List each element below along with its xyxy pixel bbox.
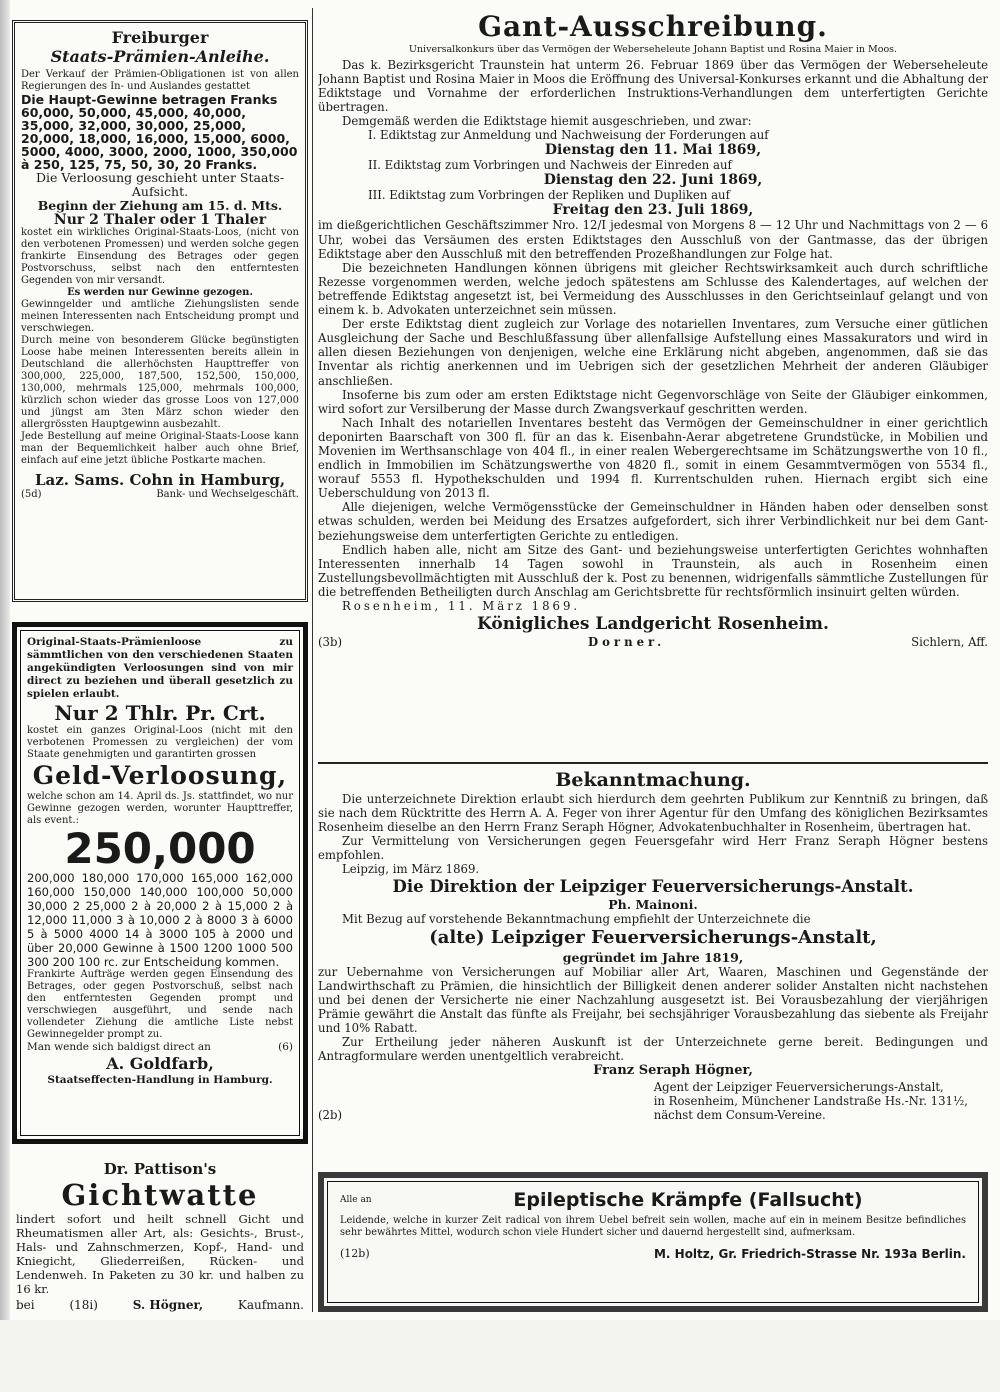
notice-place-date: Rosenheim, 11. März 1869.	[342, 599, 581, 613]
ad-headline: Gichtwatte	[61, 1178, 259, 1212]
notice-place-date: Leipzig, im März 1869.	[342, 862, 480, 877]
notice-code: (2b)	[318, 1108, 343, 1123]
ad-footer	[27, 1041, 293, 1054]
gant-notice	[318, 10, 988, 750]
edikt-line: I. Ediktstag zur Anmeldung und Nachweisung der Forderungen auf	[368, 128, 769, 143]
ad-text: Es werden nur Gewinne gezogen.	[67, 287, 253, 298]
notice-paragraph: Zur Ertheilung jeder näheren Auskunft ist der Unterzeichnete gerne bereit. Bedingungen und Antragformulare werden unentgeltlich verabreicht.	[318, 1035, 988, 1064]
notice-paragraph: Das k. Bezirksgericht Traunstein hat unterm 26. Februar 1869 über das Vermögen der Weberseheleute Johann Baptist und Rosina Maier in Moos die Eröffnung des Universal-Konkurses erkannt und die Abhaltung der Ediktstage und Vornahme der erforderlichen Instruktions-Verhandlungen dem unterfertigten Gerichte übertragen.	[318, 58, 988, 115]
top-prize: 250,000	[64, 824, 256, 873]
prize-list: Die Haupt-Gewinne betragen Franks 60,000, 50,000, 45,000, 40,000, 35,000, 32,000, 30,000, 25,000, 20,000, 18,000, 16,000, 15,000, 6000, 5000, 4000, 3000, 2000, 1000, 350,000 à 250, 125, 75, 50, 30, 20 Franks.	[21, 92, 298, 172]
ad-text: bei	[16, 1298, 35, 1312]
ad-headline: Geld-Verloosung,	[32, 761, 288, 790]
ad-text: welche schon am 14. April ds. Js. stattfindet, wo nur Gewinne gezogen werden, worunter Haupttreffer, als event.:	[27, 791, 293, 826]
notice-title: Bekanntmachung.	[555, 769, 751, 791]
goldfarb-lottery-ad	[12, 622, 308, 1144]
ad-text: Alle an	[340, 1195, 372, 1205]
signer-name: Dorner.	[588, 635, 666, 650]
prize-list: 200,000 180,000 170,000 165,000 162,000 160,000 150,000 140,000 100,000 50,000 30,000 2 25,000 2 à 20,000 2 à 15,000 2 à 12,000 11,000 3 à 10,000 2 à 8000 3 à 6000 5 à 5000 4000 14 à 3000 105 à 2000 und über 20,000 Gewinne à 1500 1200 1000 500 300 200 100 rc. zur Entscheidung kommen.	[27, 871, 293, 969]
notice-paragraph: Insoferne bis zum oder am ersten Ediktstage nicht Gegenvorschläge von Seite der Gläubiger einkommen, wird sofort zur Versilberung der Masse durch Zwangsverkauf geschritten werden.	[318, 387, 988, 416]
ad-footer	[21, 489, 299, 501]
ad-text: lindert sofort und heilt schnell Gicht und Rheumatismen aller Art, als: Gesichts-, Brust-, Hals- und Zahnschmerzen, Kopf-, Hand- und Kniegicht, Gliederreißen, Rücken- und Lendenweh. In Paketen zu 30 kr. und halben zu 16 kr.	[16, 1212, 304, 1296]
ad-header	[340, 1188, 966, 1212]
notice-code: (3b)	[318, 635, 343, 650]
notice-paragraph: zur Uebernahme von Versicherungen auf Mobiliar aller Art, Waaren, Maschinen und Gegenstände der Landwirthschaft zu Prämien, die hinsichtlich der Billigkeit denen anderer solider Anstalten nicht nachstehen und bei denen der Versicherte nie einer Nachzahlung ausgesetzt ist. Bei Vorausbezahlung der vierjährigen Prämie gewährt die Anstalt das fünfte als Freijahr, bei sechsjähriger Vorausbezahlung das siebente als Freijahr und 10% Rabatt.	[318, 964, 988, 1036]
agent-line: Agent der Leipziger Feuerversicherungs-Anstalt,	[653, 1080, 944, 1095]
agent-line: nächst dem Consum-Vereine.	[653, 1108, 826, 1123]
edikt-line: II. Ediktstag zum Vorbringen und Nachweis der Einreden auf	[368, 158, 732, 173]
ad-code: (18i)	[69, 1298, 98, 1312]
notice-paragraph: im dießgerichtlichen Geschäftszimmer Nro. 12/I jedesmal von Morgens 8 — 12 Uhr und Nachmittags von 2 — 6 Uhr, wobei das Versäumen des ersten Ediktstages den Ausschluß von der Gantmasse, das der übrigen Ediktstage aber den Ausschluß mit den betreffenden Prozeßhandlungen zur Folge hat.	[318, 218, 988, 261]
assessor-name: Sichlern, Aff.	[911, 635, 988, 650]
price-line: Nur 2 Thaler oder 1 Thaler	[53, 212, 267, 228]
newspaper-page	[12, 8, 988, 1312]
advertiser-name: M. Holtz, Gr. Friedrich-Strasse Nr. 193a Berlin.	[653, 1247, 966, 1261]
edikt-date: Dienstag den 11. Mai 1869,	[544, 142, 762, 159]
ad-text: Die Verloosung geschieht unter Staats-Aufsicht.	[35, 170, 285, 199]
gichtwatte-ad	[12, 1156, 308, 1316]
right-column	[318, 8, 988, 1312]
ad-text: Original-Staats-Prämienloose zu sämmtlichen von den verschiedenen Staaten angekündigten Verloosungen sind von mir direct zu beziehen und überall gesetzlich zu spielen erlaubt.	[27, 636, 293, 700]
ad-headline: Epileptische Krämpfe (Fallsucht)	[513, 1189, 863, 1211]
advertiser-firm: Bank- und Wechselgeschäft.	[156, 489, 299, 500]
advertiser-name: Laz. Sams. Cohn in Hamburg,	[34, 471, 286, 489]
notice-signature-row	[318, 635, 988, 650]
ad-text: Durch meine von besonderem Glücke begünstigten Loose habe meinen Interessenten bereits allein in Deutschland die allerhöchsten Haupttreffer von 300,000, 225,000, 187,500, 152,500, 150,000, 130,000, mehrmals 125,000, mehrmals 100,000, kürzlich schon wieder das grosse Loos von 127,000 und jüngst am 3ten März schon wieder den allergrössten Hauptgewinn ausbezahlt.	[21, 335, 299, 430]
notice-paragraph: Mit Bezug auf vorstehende Bekanntmachung empfiehlt der Unterzeichnete die	[342, 911, 811, 926]
ad-text: Beginn der Ziehung am 15. d. Mts.	[37, 198, 283, 213]
ad-code: (5d)	[21, 489, 42, 500]
advertiser-name: S. Högner,	[132, 1298, 204, 1312]
ad-text: Man wende sich baldigst direct an	[27, 1041, 211, 1053]
notice-paragraph: Alle diejenigen, welche Vermögensstücke der Gemeinschuldner in Händen haben oder denselben sonst etwas schulden, werden bei Meidung des Ersatzes aufgefordert, sich ihrer Verbindlichkeit nur bei dem Gant- beziehungsweise dem unterfertigten Gerichte zu entledigen.	[318, 500, 988, 543]
ad-title: Dr. Pattison's	[103, 1160, 217, 1178]
founded-line: gegründet im Jahre 1819,	[562, 949, 744, 965]
agent-signature	[318, 1080, 988, 1122]
ad-text: Gewinngelder und amtliche Ziehungslisten sende meinen Interessenten nach Entscheidung prompt und verschwiegen.	[21, 299, 299, 334]
notice-paragraph: Zur Vermittelung von Versicherungen gegen Feuersgefahr wird Herr Franz Seraph Högner bestens empfohlen.	[318, 834, 988, 863]
court-name: Königliches Landgericht Rosenheim.	[477, 614, 829, 635]
ad-text: Frankirte Aufträge werden gegen Einsendung des Betrages, oder gegen Postvorschuß, selbst nach den entferntesten Gegenden prompt und verschwiegen ausgeführt, und sende nach vollendeter Ziehung die amtliche Liste nebst Gewinnegelder prompt zu.	[27, 969, 293, 1040]
notice-paragraph: Demgemäß werden die Ediktstage hiemit ausgeschrieben, und zwar:	[342, 114, 752, 129]
advertiser-firm: Kaufmann.	[237, 1298, 304, 1312]
notice-title: Gant-Ausschreibung.	[478, 10, 828, 43]
ad-text: Jede Bestellung auf meine Original-Staats-Loose kann man der Bequemlichkeit halber auch ohne Brief, einfach auf eine jetzt übliche Postkarte machen.	[21, 431, 299, 466]
notice-paragraph: Endlich haben alle, nicht am Sitze des Gant- und beziehungsweise unterfertigten Gerichtes wohnhaften Interessenten innerhalb 14 Tagen sowohl in Traunstein, als auch in Rosenheim einen Zustellungsbevollmächtigten mit Ausschluß der k. Post zu benennen, widrigenfalls sämmtliche Zustellungen für die betreffenden Betheiligten durch Anschlag am Gerichtsbrette für rechtsförmlich insinuirt gelten würden.	[318, 542, 988, 599]
bekanntmachung-notice	[318, 758, 988, 1164]
company-name: (alte) Leipziger Feuerversicherungs-Anstalt,	[429, 926, 877, 948]
ad-title: Freiburger	[111, 28, 209, 47]
directorate-name: Die Direktion der Leipziger Feuerversicherungs-Anstalt.	[392, 876, 914, 896]
epilepsy-ad	[318, 1172, 988, 1312]
advertiser-name: A. Goldfarb,	[106, 1054, 214, 1073]
column-divider	[312, 8, 313, 1312]
ad-text: Leidende, welche in kurzer Zeit radical von ihrem Uebel befreit sein wollen, mache auf ein in meinem Besitze befindliches sehr bewährtes Mittel, wodurch schon viele Hundert sicher und dauernd hergestellt sind, aufmerksam.	[340, 1215, 966, 1238]
ad-text: kostet ein ganzes Original-Loos (nicht mit den verbotenen Promessen zu vergleichen) der vom Staate genehmigten und garantirten grossen	[27, 725, 293, 760]
notice-paragraph: Die unterzeichnete Direktion erlaubt sich hierdurch dem geehrten Publikum zur Kenntniß zu bringen, daß sie nach dem Rücktritte des Herrn A. A. Feger von ihrer Agentur für den Umfang des königlichen Bezirksamtes Rosenheim dieselbe an den Herrn Franz Seraph Högner, Advokatenbuchhalter in Rosenheim, übertragen hat.	[318, 792, 988, 835]
agent-line: in Rosenheim, Münchener Landstraße Hs.-Nr. 131½,	[653, 1094, 968, 1109]
ad-code: (12b)	[340, 1247, 370, 1260]
ad-footer	[16, 1298, 304, 1312]
notice-subtitle: Universalkonkurs über das Vermögen der Weberseheleute Johann Baptist und Rosina Maier in Moos.	[408, 44, 898, 55]
price-line: Nur 2 Thlr. Pr. Crt.	[54, 701, 266, 725]
ad-footer	[340, 1247, 966, 1261]
ad-text: kostet ein wirkliches Original-Staats-Loos, (nicht von den verbotenen Promessen) und werden solche gegen frankirte Einsendung des Betrages oder gegen Postvorschuss, selbst nach den entferntesten Gegenden von mir versandt.	[21, 227, 299, 286]
notice-paragraph: Der erste Ediktstag dient zugleich zur Vorlage des notariellen Inventares, zum Versuche einer gütlichen Ausgleichung der Sache und Beschlußfassung über allenfallsige Aufstellung eines Massakurators und wird in allen diesen Beziehungen von denjenigen, welche eine Erklärung nicht abgeben, angenommen, daß sie das Inventar als richtig anerkennen und im Uebrigen sich der gesetzlichen Mehrheit der anderen Gläubiger anschließen.	[318, 317, 988, 388]
edikt-date: Freitag den 23. Juli 1869,	[552, 202, 754, 219]
edikt-line: III. Ediktstag zum Vorbringen der Repliken und Dupliken auf	[368, 188, 730, 203]
agent-name: Franz Seraph Högner,	[593, 1063, 753, 1079]
advertiser-firm: Staatseffecten-Handlung in Hamburg.	[47, 1074, 273, 1086]
ad-code: (6)	[278, 1041, 293, 1053]
freiburger-lottery-ad	[12, 20, 308, 602]
ad-text: Der Verkauf der Prämien-Obligationen ist von allen Regierungen des In- und Auslandes gestattet	[21, 69, 299, 92]
notice-paragraph: Nach Inhalt des notariellen Inventares besteht das Vermögen der Gemeinschuldner in einer gerichtlich deponirten Baarschaft von 300 fl. für an das k. Eisenbahn-Aerar abgetretene Grundstücke, in Mobilien und Movenien im Werthsanschlage von 404 fl., in einer realen Webergerechtsame im Schätzungswerthe von 10 fl., endlich in Immobilien im Schätzungswerthe von 4820 fl., somit in einem Gesammtvermögen von 5534 fl., worauf 5553 fl. Hypothekschulden und 1994 fl. Kurrentschulden ruhen. Hiernach ergibt sich eine Ueberschuldung von 2013 fl.	[318, 415, 988, 501]
page-bottom-margin	[0, 1320, 1000, 1392]
section-rule	[318, 762, 988, 764]
agent-address	[654, 1080, 988, 1122]
notice-paragraph: Die bezeichneten Handlungen können übrigens mit gleicher Rechtswirksamkeit auch durch schriftliche Rezesse vorgenommen werden, welche jedoch spätestens am Schlusse des Kalendertages, auf welchen der betreffende Ediktstag angesetzt ist, bei Vermeidung des Ausschlusses in den Gerichtseinlauf gelangt und von einem k. b. Advokaten unterzeichnet sein müssen.	[318, 260, 988, 318]
left-column	[12, 8, 308, 1312]
edikt-date: Dienstag den 22. Juni 1869,	[543, 172, 763, 189]
ad-subtitle: Staats-Prämien-Anleihe.	[50, 47, 270, 66]
signer-name: Ph. Mainoni.	[608, 896, 698, 912]
page-edge	[0, 0, 10, 1392]
